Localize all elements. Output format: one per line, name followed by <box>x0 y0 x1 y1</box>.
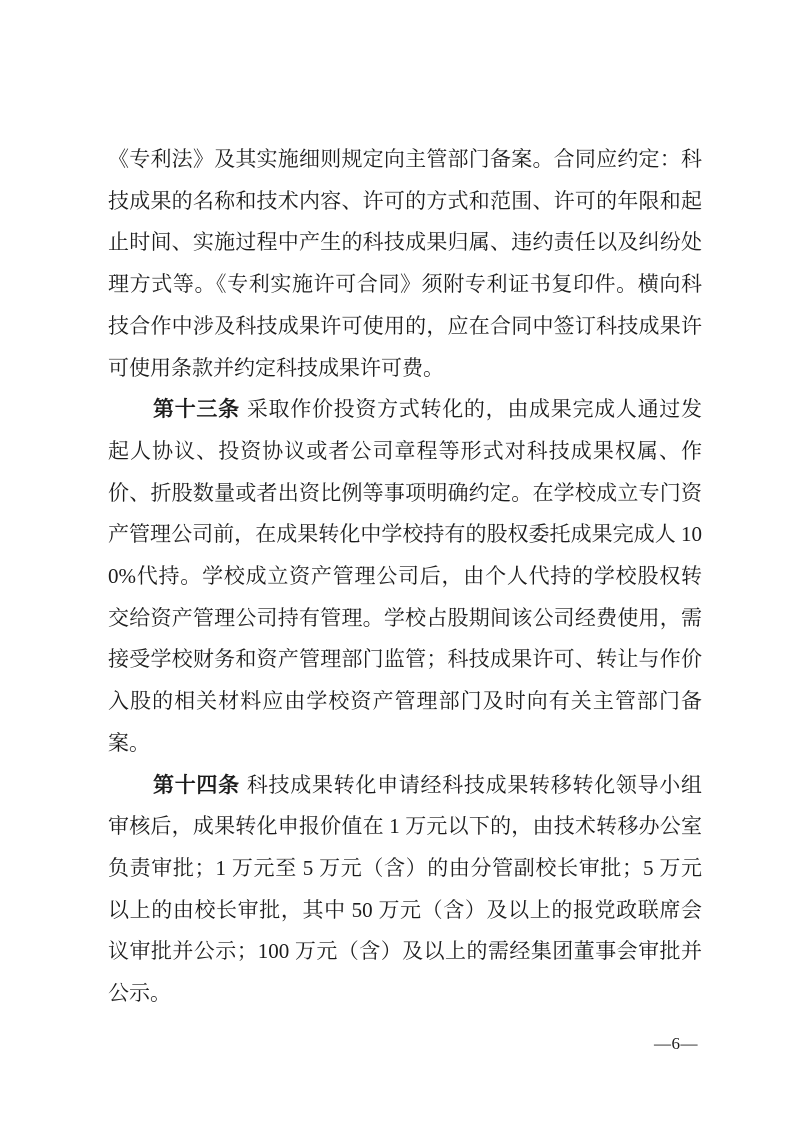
paragraph-text: 采取作价投资方式转化的，由成果完成人通过发起人协议、投资协议或者公司章程等形式对科技成果权属、作价、折股数量或者出资比例等事项明确约定。在学校成立专门资产管理公司前，在成果转化中学校持有的股权委托成果完成人 100%代持。学校成立资产管理公司后，由个人代持的学校股权转交给资产管理公司持有管理。学校占股期间该公司经费使用，需接受学校财务和资产管理部门监管；科技成果许可、转让与作价入股的相关材料应由学校资产管理部门及时向有关主管部门备案。 <box>108 397 703 755</box>
article-13-heading: 第十三条 <box>153 397 240 422</box>
article-14-heading: 第十四条 <box>153 772 240 797</box>
paragraph-article-13 <box>108 389 702 764</box>
paragraph-article-14 <box>108 765 702 1015</box>
paragraph-text: 科技成果转化申请经科技成果转移转化领导小组审核后，成果转化申报价值在 1 万元以下的，由技术转移办公室负责审批；1 万元至 5 万元（含）的由分管副校长审批；5 万元以上的由校长审批，其中 50 万元（含）及以上的报党政联席会议审批并公示；100 万元（含）及以上的需经集团董事会审批并公示。 <box>108 772 703 1006</box>
paragraph-continuation <box>108 139 702 389</box>
paragraph-text: 《专利法》及其实施细则规定向主管部门备案。合同应约定：科技成果的名称和技术内容、许可的方式和范围、许可的年限和起止时间、实施过程中产生的科技成果归属、违约责任以及纠纷处理方式等。《专利实施许可合同》须附专利证书复印件。横向科技合作中涉及科技成果许可使用的，应在合同中签订科技成果许可使用条款并约定科技成果许可费。 <box>108 147 702 380</box>
page-number: —6— <box>654 1034 698 1053</box>
document-body <box>108 139 702 1015</box>
